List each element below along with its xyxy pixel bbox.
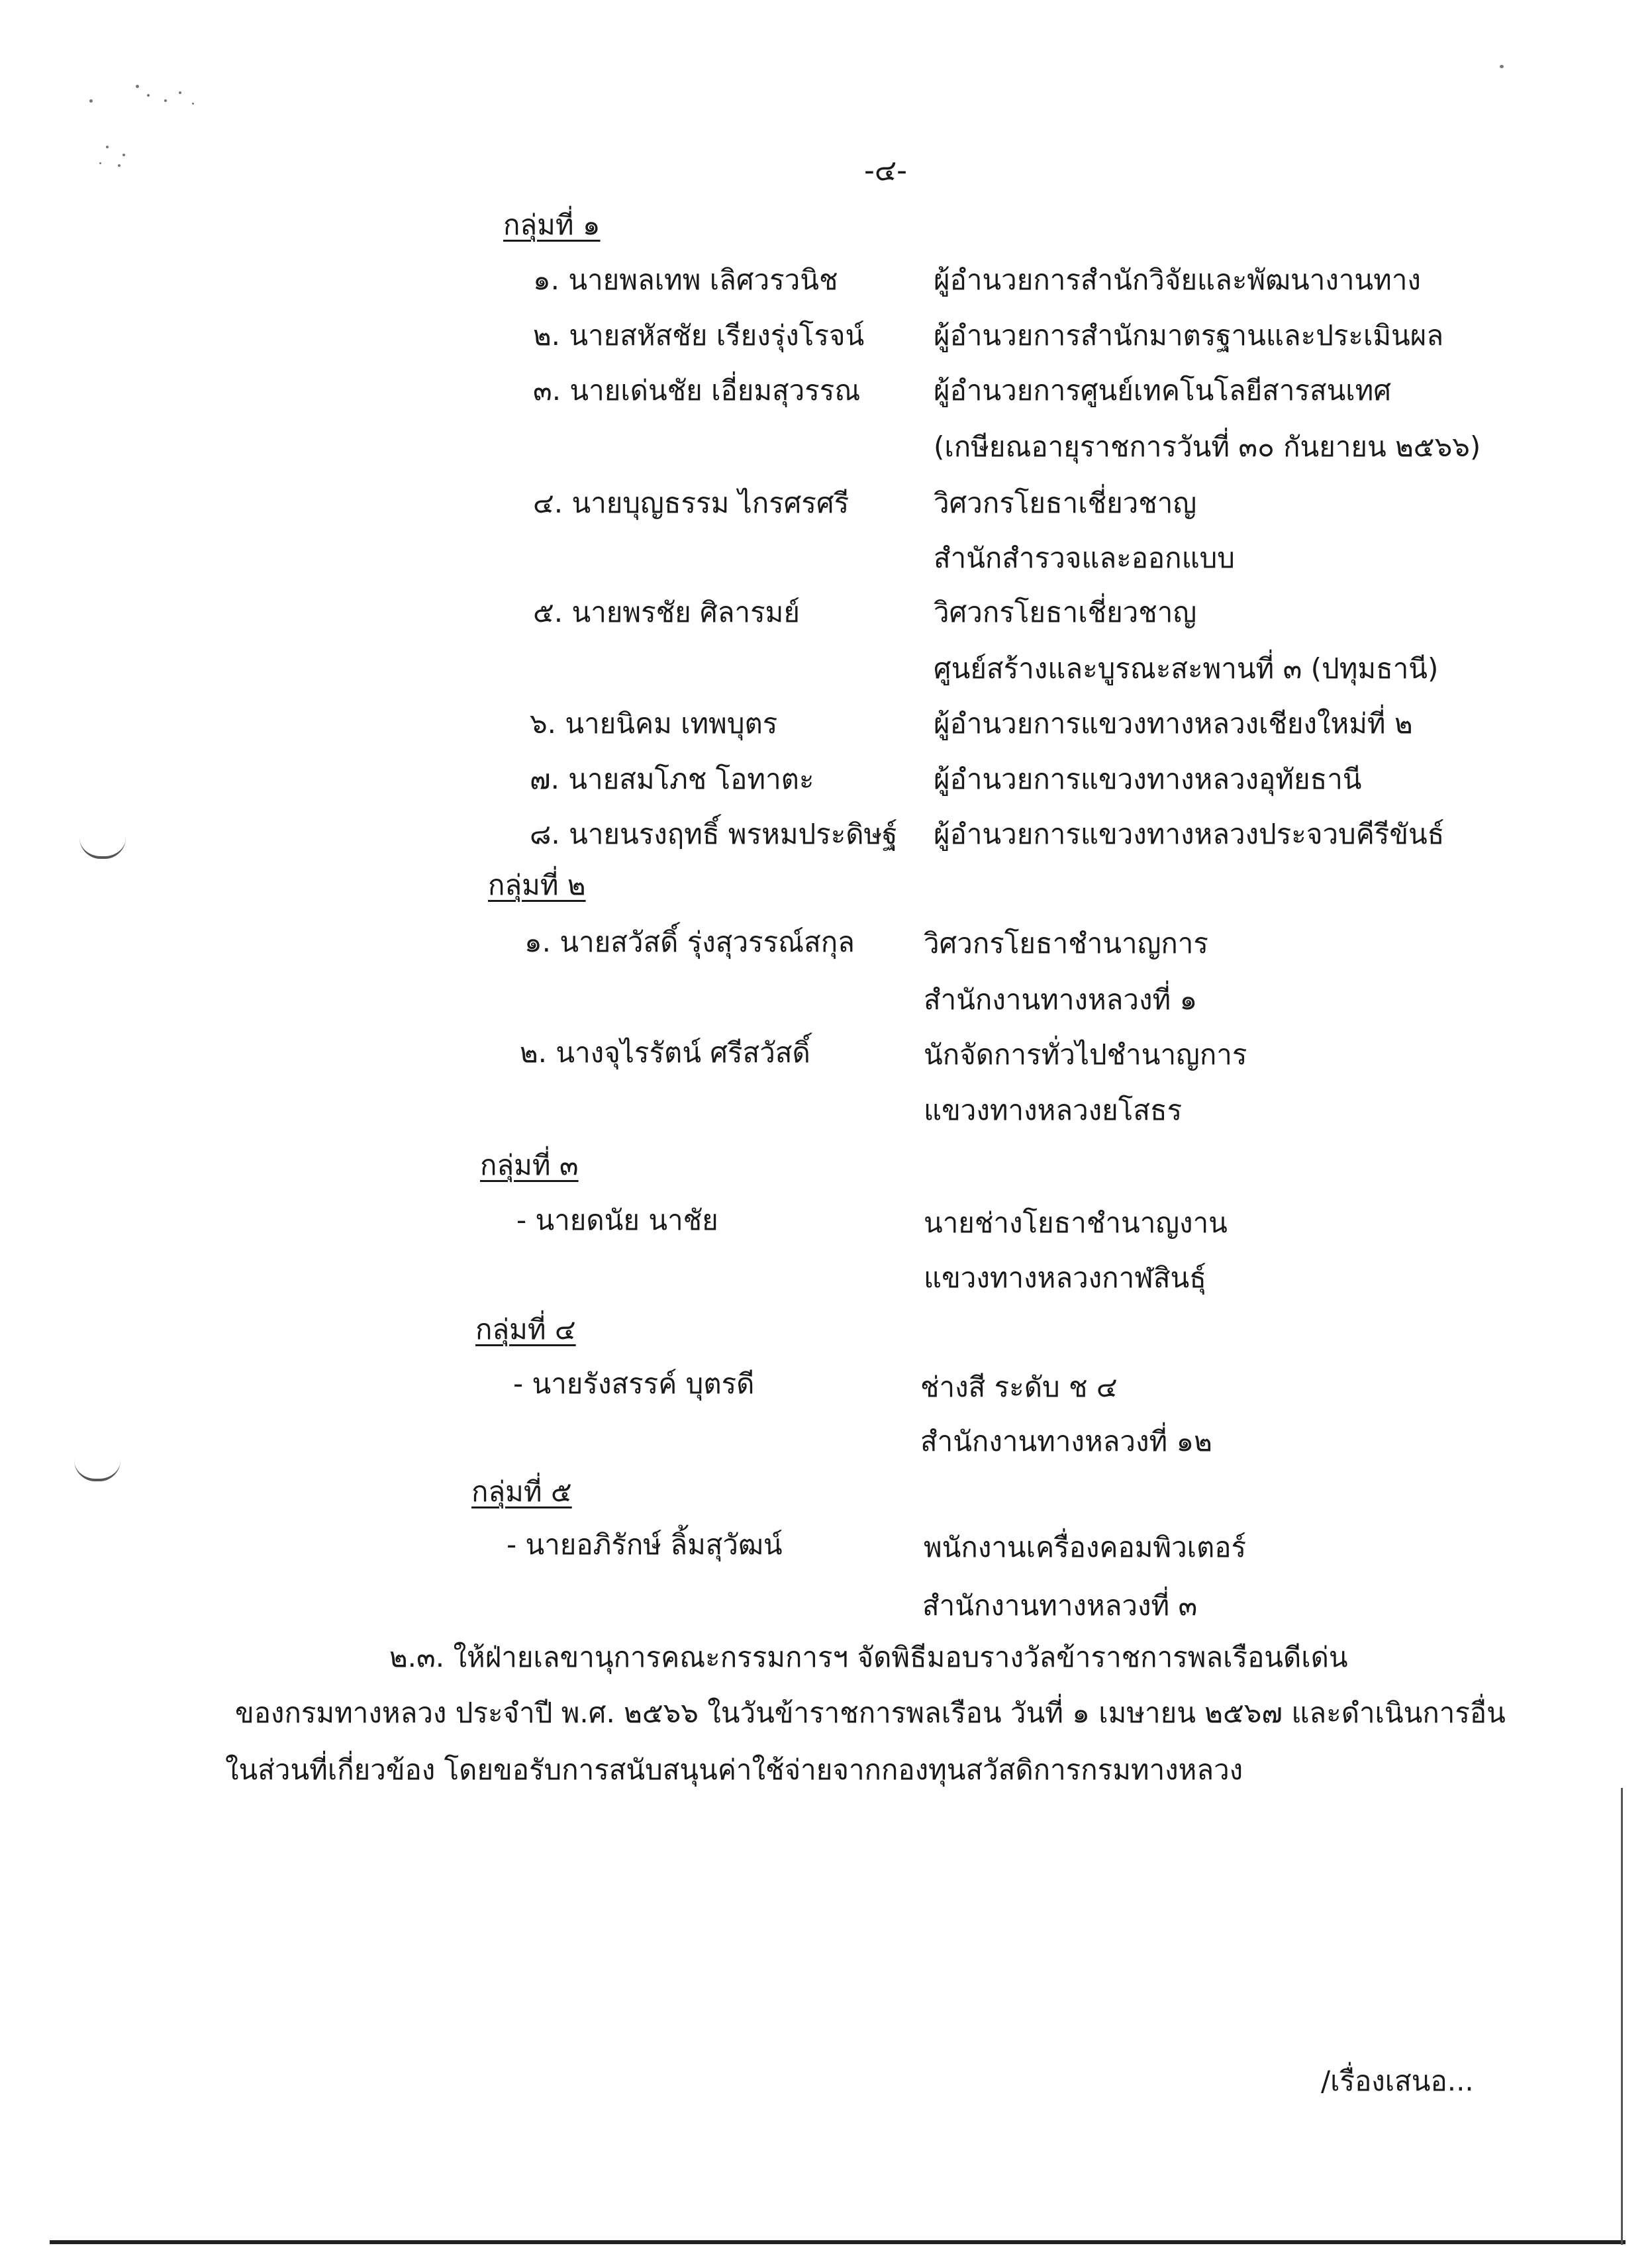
member-name: ๘. นายนรงฤทธิ์ พรหมประดิษฐ์: [530, 818, 898, 850]
member-unit: สำนักงานทางหลวงที่ ๑๒: [920, 1425, 1212, 1457]
punch-hole-mark: [79, 838, 126, 859]
member-position: ผู้อำนวยการสำนักมาตรฐานและประเมินผล: [934, 319, 1444, 352]
group-title: กลุ่มที่ ๓: [480, 1149, 579, 1181]
member-name: ๓. นายเด่นชัย เอี่ยมสุวรรณ: [533, 374, 861, 407]
member-name: ๑. นายสวัสดิ์ รุ่งสุวรรณ์สกุล: [524, 926, 855, 958]
member-position: ผู้อำนวยการศูนย์เทคโนโลยีสารสนเทศ: [934, 374, 1392, 407]
group-title: กลุ่มที่ ๕: [471, 1475, 572, 1508]
member-name: ๒. นางจุไรรัตน์ ศรีสวัสดิ์: [520, 1036, 810, 1069]
member-name: - นายดนัย นาชัย: [516, 1204, 718, 1236]
member-position: ผู้อำนวยการสำนักวิจัยและพัฒนางานทาง: [934, 264, 1421, 296]
continuation-marker: /เรื่องเสนอ...: [1321, 2065, 1474, 2097]
member-position: ผู้อำนวยการแขวงทางหลวงประจวบคีรีขันธ์: [934, 818, 1445, 850]
member-name: ๗. นายสมโภช โอทาตะ: [530, 763, 814, 795]
member-unit: ศูนย์สร้างและบูรณะสะพานที่ ๓ (ปทุมธานี): [934, 652, 1439, 685]
member-name: - นายอภิรักษ์ ลิ้มสุวัฒน์: [507, 1528, 783, 1561]
member-position-note: (เกษียณอายุราชการวันที่ ๓๐ กันยายน ๒๕๖๖): [934, 430, 1481, 463]
member-position: วิศวกรโยธาชำนาญการ: [924, 927, 1208, 960]
member-name: ๒. นายสหัสชัย เรียงรุ่งโรจน์: [533, 319, 865, 352]
member-unit: แขวงทางหลวงกาฬสินธุ์: [924, 1261, 1206, 1294]
group-title: กลุ่มที่ ๔: [475, 1313, 576, 1346]
member-position: ช่างสี ระดับ ช ๔: [920, 1371, 1118, 1403]
member-position: พนักงานเครื่องคอมพิวเตอร์: [924, 1531, 1247, 1563]
member-position: วิศวกรโยธาเชี่ยวชาญ: [934, 487, 1197, 519]
page-number: -๔-: [864, 154, 908, 187]
scan-edge-line: [50, 2240, 1626, 2244]
scan-edge-right: [1621, 1788, 1623, 2245]
member-position: นักจัดการทั่วไปชำนาญการ: [924, 1038, 1247, 1071]
member-name: ๑. นายพลเทพ เลิศวรวนิช: [533, 264, 838, 296]
member-position: ผู้อำนวยการแขวงทางหลวงอุทัยธานี: [934, 763, 1362, 795]
paragraph-line-2: ของกรมทางหลวง ประจำปี พ.ศ. ๒๕๖๖ ในวันข้าราชการพลเรือน วันที่ ๑ เมษายน ๒๕๖๗ และดำเนินการอื่น: [235, 1697, 1506, 1729]
member-name: ๔. นายบุญธรรม ไกรศรศรี: [533, 487, 850, 519]
paragraph-line-1: ๒.๓. ให้ฝ่ายเลขานุการคณะกรรมการฯ จัดพิธีมอบรางวัลข้าราชการพลเรือนดีเด่น: [389, 1641, 1348, 1673]
paragraph-line-3: ในส่วนที่เกี่ยวข้อง โดยขอรับการสนับสนุนค่าใช้จ่ายจากกองทุนสวัสดิการกรมทางหลวง: [225, 1753, 1243, 1786]
member-unit: แขวงทางหลวงยโสธร: [924, 1094, 1183, 1126]
member-position: ผู้อำนวยการแขวงทางหลวงเชียงใหม่ที่ ๒: [934, 707, 1413, 740]
member-name: ๕. นายพรชัย ศิลารมย์: [533, 596, 800, 628]
member-name: - นายรังสรรค์ บุตรดี: [513, 1367, 755, 1400]
member-unit: สำนักงานทางหลวงที่ ๑: [924, 983, 1198, 1016]
punch-hole-mark: [74, 1460, 121, 1481]
member-unit: สำนักงานทางหลวงที่ ๓: [922, 1589, 1198, 1622]
member-position: วิศวกรโยธาเชี่ยวชาญ: [934, 596, 1197, 628]
group-title: กลุ่มที่ ๒: [488, 869, 586, 901]
group-title: กลุ่มที่ ๑: [503, 209, 601, 241]
member-position: นายช่างโยธาชำนาญงาน: [924, 1207, 1228, 1239]
member-name: ๖. นายนิคม เทพบุตร: [530, 707, 778, 740]
member-unit: สำนักสำรวจและออกแบบ: [934, 542, 1235, 574]
